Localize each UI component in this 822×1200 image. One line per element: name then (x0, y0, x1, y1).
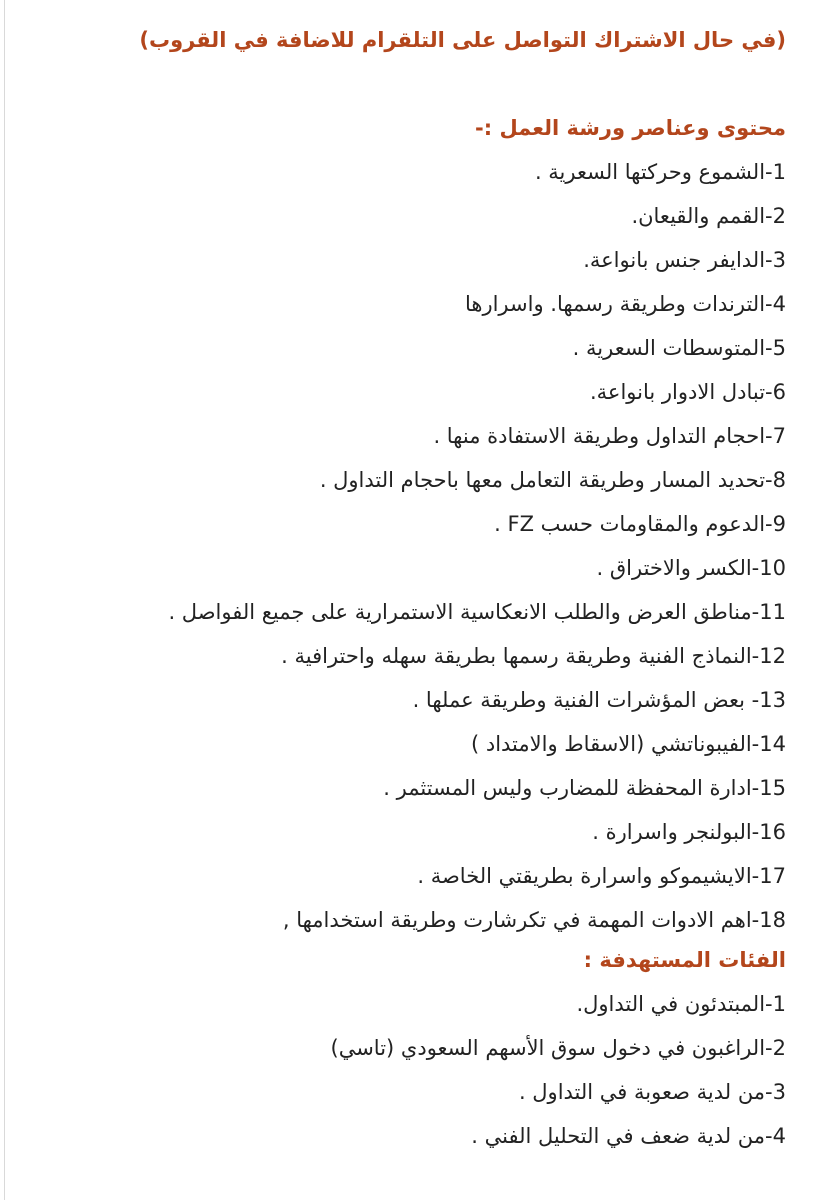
list-item: 8-تحديد المسار وطريقة التعامل معها باحجام التداول . (319, 468, 786, 492)
list-item: 1-المبتدئون في التداول. (576, 992, 786, 1016)
list-item: 15-ادارة المحفظة للمضارب وليس المستثمر . (383, 776, 786, 800)
list-item: 3-الدايفر جنس بانواعة. (583, 248, 786, 272)
list-item: 3-من لدية صعوبة في التداول . (518, 1080, 786, 1104)
workshop-heading: محتوى وعناصر ورشة العمل :- (475, 116, 786, 140)
list-item: 2-القمم والقيعان. (631, 204, 786, 228)
list-item: 12-النماذج الفنية وطريقة رسمها بطريقة سهله واحترافية . (281, 644, 786, 668)
list-item: 6-تبادل الادوار بانواعة. (589, 380, 786, 404)
telegram-notice: (في حال الاشتراك التواصل على التلقرام للاضافة في القروب) (139, 28, 786, 52)
list-item: 4-الترندات وطريقة رسمها. واسرارها (464, 292, 786, 316)
document-content (26, 18, 786, 1158)
list-item: 1-الشموع وحركتها السعرية . (534, 160, 786, 184)
audience-list (26, 982, 786, 1158)
workshop-list (26, 150, 786, 942)
spacer (26, 62, 786, 106)
audience-heading: الفئات المستهدفة : (583, 948, 786, 972)
list-item: 9-الدعوم والمقاومات حسب FZ . (494, 512, 786, 536)
list-item: 18-اهم الادوات المهمة في تكرشارت وطريقة استخدامها , (282, 908, 786, 932)
list-item: 10-الكسر والاختراق . (596, 556, 786, 580)
list-item: 14-الفيبوناتشي (الاسقاط والامتداد ) (470, 732, 786, 756)
list-item: 11-مناطق العرض والطلب الانعكاسية الاستمرارية على جميع الفواصل . (168, 600, 786, 624)
left-border-line (4, 0, 5, 1200)
list-item: 16-البولنجر واسرارة . (592, 820, 786, 844)
list-item: 4-من لدية ضعف في التحليل الفني . (471, 1124, 786, 1148)
list-item: 17-الايشيموكو واسرارة بطريقتي الخاصة . (417, 864, 786, 888)
list-item: 5-المتوسطات السعرية . (572, 336, 786, 360)
list-item: 7-احجام التداول وطريقة الاستفادة منها . (433, 424, 786, 448)
list-item: 2-الراغبون في دخول سوق الأسهم السعودي (تاسي) (330, 1036, 786, 1060)
list-item: 13- بعض المؤشرات الفنية وطريقة عملها . (412, 688, 786, 712)
